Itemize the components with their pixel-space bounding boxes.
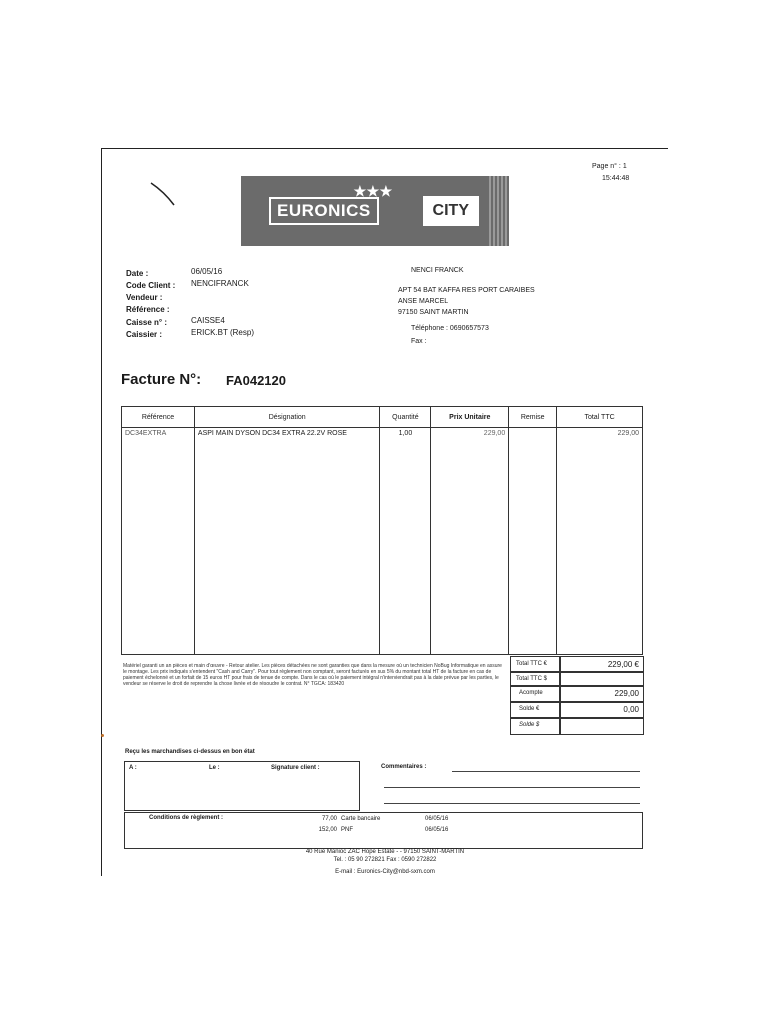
store-logo	[241, 176, 509, 246]
reference-label: Référence :	[126, 305, 170, 314]
logo-city: CITY	[423, 196, 479, 226]
caisse-value: CAISSE4	[191, 316, 225, 325]
header-reference: Référence	[122, 407, 195, 428]
client-phone: Téléphone : 0690657573	[411, 325, 489, 332]
comments-label: Commentaires :	[381, 764, 427, 770]
reception-signature-label: Signature client :	[271, 765, 320, 771]
reception-a-label: A :	[129, 765, 137, 771]
comments-line-3	[384, 803, 640, 804]
client-name: NENCI FRANCK	[411, 267, 464, 274]
footer-phone: Tel. : 05 90 272821 Fax : 0590 272822	[333, 857, 437, 863]
table-row	[122, 428, 643, 655]
date-label: Date :	[126, 269, 149, 278]
acompte-value-cell: 229,00	[559, 685, 644, 703]
reception-title: Reçu les marchandises ci-dessus en bon état	[125, 749, 255, 755]
payment-label: Conditions de règlement :	[149, 815, 224, 821]
comments-line-2	[384, 787, 640, 788]
caissier-label: Caissier :	[126, 330, 163, 339]
legal-text: Matériel garanti un an pièces et main d'œuvre - Retour atelier. Les pièces détachées ne sont garanties que dans la mesure où un technicien NoBug Informatique en assure le montage. Les prix indiqués s'entendent "Cash and Carry". Pour tout règlement non comptant, seront facturés en sus 5% du montant total HT de la facture en cas de paiement échelonné et un forfait de 15 euros HT pour frais de tenue de compte. Dans le cas où le paiement intégral n'interviendrait pas à la date prévue par les parties, le vendeur se réserve le droit de reprendre la chose livrée et de résoudre le contrat. N° TGCA: 183420	[123, 663, 502, 687]
client-address-3: 97150 SAINT MARTIN	[398, 309, 469, 316]
header-designation: Désignation	[194, 407, 380, 428]
footer-address: 40 Rue Manioc ZAC Hope Estate - - 97150 SAINT-MARTIN	[305, 849, 465, 855]
solde-usd-label-cell: Solde $	[510, 717, 561, 735]
comments-line-1	[452, 771, 640, 772]
solde-eur-label-cell: Solde €	[510, 701, 561, 719]
header-remise: Remise	[509, 407, 557, 428]
cell-total: 229,00	[557, 428, 643, 655]
client-address-2: ANSE MARCEL	[398, 298, 449, 305]
logo-euronics: EURONICS ★★★	[269, 197, 379, 225]
scan-dot	[101, 734, 104, 737]
reception-le-label: Le :	[209, 765, 220, 771]
payment-date-1: 06/05/16	[425, 816, 449, 822]
invoice-label: Facture N°:	[121, 371, 202, 388]
logo-stripes	[487, 176, 509, 246]
cell-unit-price: 229,00	[431, 428, 509, 655]
cell-quantity: 1,00	[380, 428, 431, 655]
payment-method-1: Carte bancaire	[341, 816, 381, 822]
code-client-value: NENCIFRANCK	[191, 279, 249, 288]
caisse-label: Caisse n° :	[126, 318, 167, 327]
total-ttc-usd-label-cell: Total TTC $	[510, 671, 561, 687]
payment-amount-2: 152,00	[318, 827, 337, 833]
header-quantity: Quantité	[380, 407, 431, 428]
vendeur-label: Vendeur :	[126, 293, 163, 302]
cell-remise	[509, 428, 557, 655]
acompte-label-cell: Acompte	[510, 685, 561, 703]
invoice-paper	[101, 148, 668, 876]
payment-method-2: PNF	[341, 827, 353, 833]
date-value: 06/05/16	[191, 267, 223, 276]
solde-usd-value-cell	[559, 717, 644, 735]
code-client-label: Code Client :	[126, 281, 176, 290]
payment-box	[124, 812, 643, 849]
footer-email: E-mail : Euronics-City@nbd-sxm.com	[335, 869, 435, 875]
client-address-1: APT 54 BAT KAFFA RES PORT CARAIBES	[398, 287, 535, 294]
reception-box	[124, 761, 360, 811]
stars-icon: ★★★	[353, 183, 393, 199]
cell-reference: DC34EXTRA	[122, 428, 195, 655]
client-fax: Fax :	[411, 338, 427, 345]
cell-designation: ASPI MAIN DYSON DC34 EXTRA 22.2V ROSE	[194, 428, 380, 655]
page-time: 15:44:48	[602, 175, 630, 182]
header-total: Total TTC	[557, 407, 643, 428]
pen-mark-icon	[148, 179, 178, 209]
table-header-row	[122, 407, 643, 428]
solde-eur-value-cell: 0,00	[559, 701, 644, 719]
payment-date-2: 06/05/16	[425, 827, 449, 833]
total-ttc-eur-label-cell: Total TTC €	[510, 656, 561, 673]
total-ttc-eur-value-cell: 229,00 €	[559, 656, 644, 673]
header-unit-price: Prix Unitaire	[431, 407, 509, 428]
items-table	[121, 406, 643, 655]
caissier-value: ERICK.BT (Resp)	[191, 328, 254, 337]
invoice-number: FA042120	[226, 373, 286, 388]
page-number: Page n° : 1	[592, 163, 627, 170]
payment-amount-1: 77,00	[321, 816, 337, 822]
